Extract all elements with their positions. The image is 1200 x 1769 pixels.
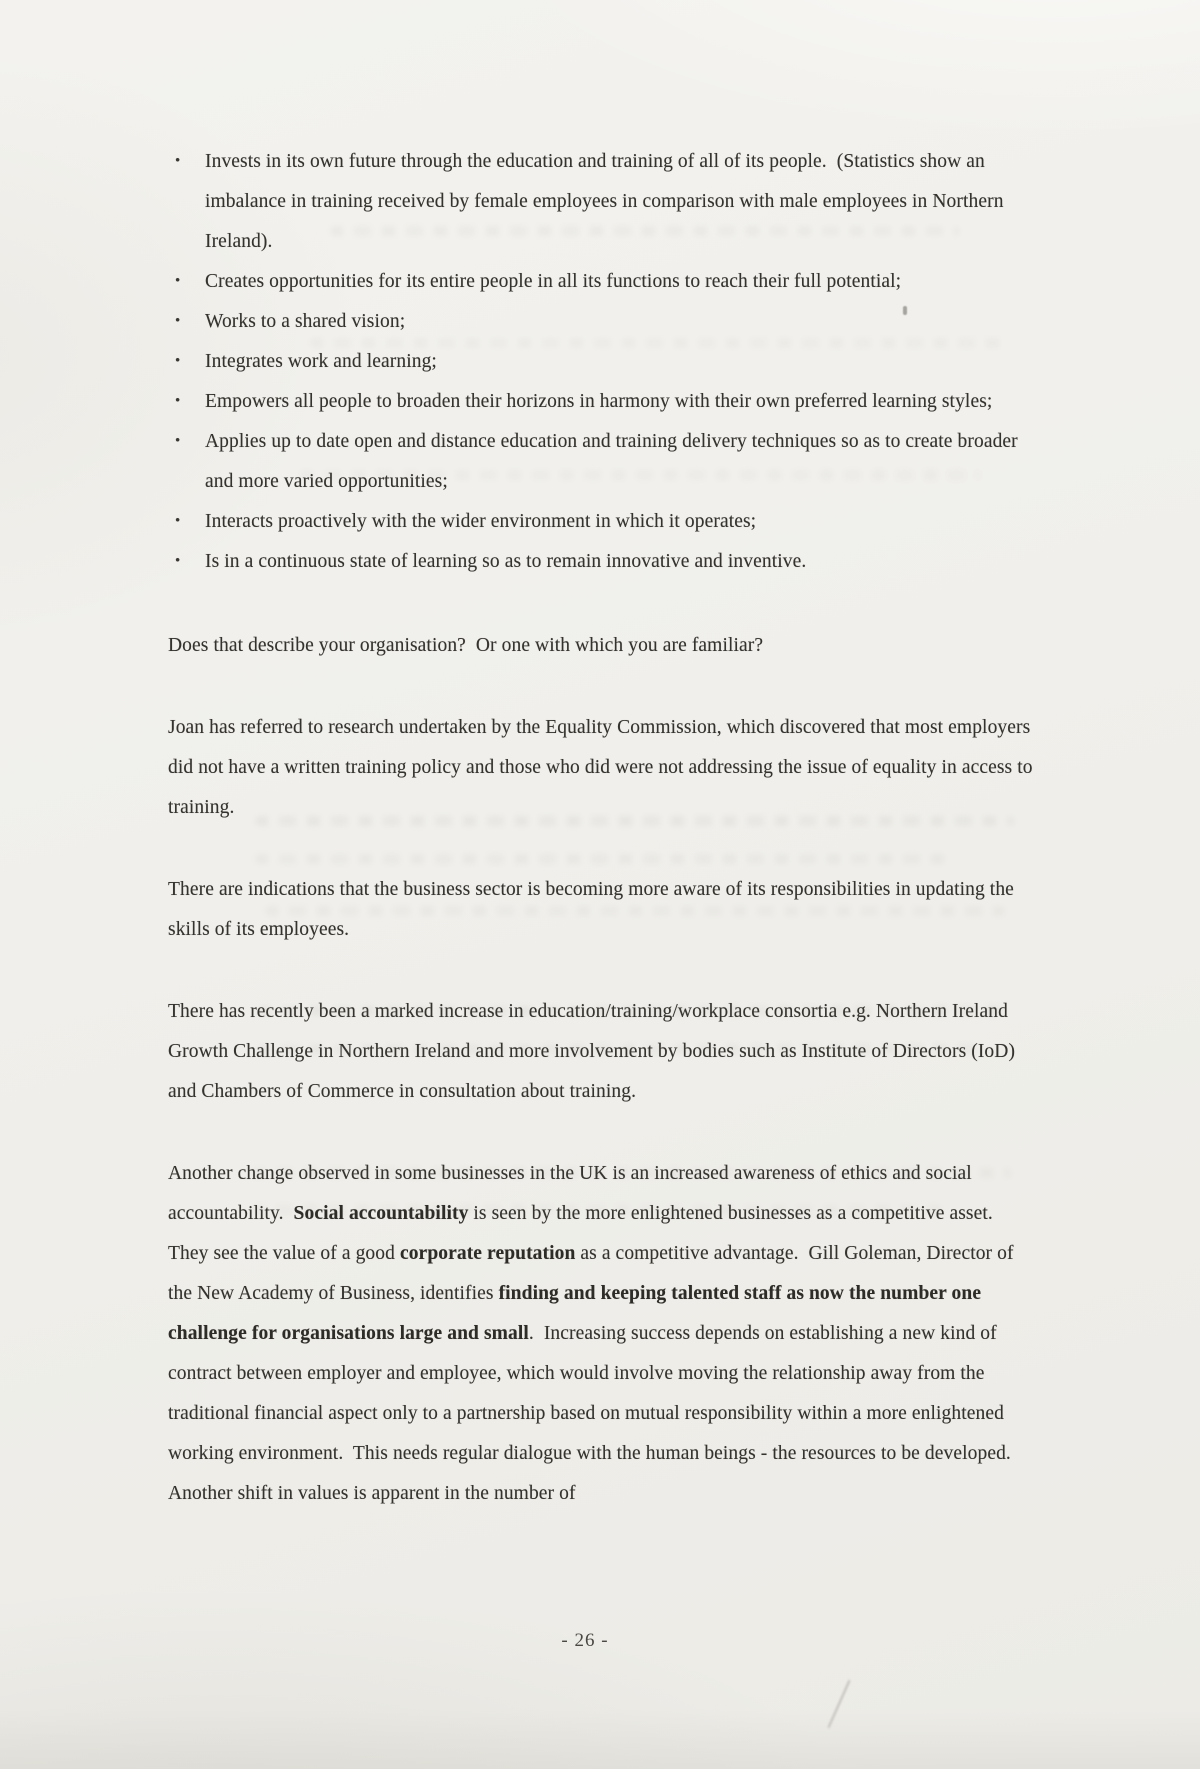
bullet-text: Empowers all people to broaden their horizons in harmony with their own preferred learning styles;	[205, 391, 993, 412]
bullet-item	[168, 342, 1036, 382]
bullet-item	[168, 142, 1036, 262]
bullet-text: Invests in its own future through the education and training of all of its people. (Statistics show an imbalance in training received by female employees in comparison with male employees in Northern Ireland).	[205, 151, 1009, 252]
paragraph	[168, 626, 1036, 666]
scan-bleed-artifact	[255, 854, 955, 864]
bullet-icon: •	[175, 433, 181, 449]
bullet-text: Works to a shared vision;	[205, 311, 406, 332]
text-run: as a competitive advantage. Gill Goleman, Director of the New Academy of Business, identifies	[168, 1243, 1019, 1304]
scan-bleed-artifact	[300, 470, 980, 480]
bold-text-run: Social accountability	[293, 1203, 469, 1224]
scan-bleed-artifact	[265, 906, 1005, 916]
text-run: Does that describe your organisation? Or one with which you are familiar?	[168, 635, 764, 656]
bullet-item	[168, 422, 1036, 502]
bullet-text: Applies up to date open and distance education and training delivery techniques so as to create broader and more varied opportunities;	[205, 431, 1023, 492]
text-run: There are indications that the business sector is becoming more aware of its responsibilities in updating the skills of its employees.	[168, 879, 1019, 940]
text-run: Another change observed in some businesses in the UK is an increased awareness of ethics and social accountability.	[168, 1163, 977, 1224]
paragraph	[168, 708, 1036, 828]
text-run: Joan has referred to research undertaken by the Equality Commission, which discovered that most employers did not have a written training policy and those who did were not addressing the issue of equality in access to training.	[168, 717, 1038, 818]
paragraph-section	[168, 626, 1036, 1514]
bullet-list	[168, 142, 1036, 582]
bullet-text: Creates opportunities for its entire people in all its functions to reach their full potential;	[205, 271, 902, 292]
bullet-icon: •	[175, 313, 181, 329]
bullet-text: Integrates work and learning;	[205, 351, 437, 372]
scan-bleed-artifact	[258, 1006, 1008, 1016]
page-bottom-shading	[0, 1709, 1200, 1769]
bold-text-run: finding and keeping talented staff as now the number one challenge for organisations large and small	[168, 1283, 987, 1344]
bullet-text: Is in a continuous state of learning so as to remain innovative and inventive.	[205, 551, 807, 572]
text-run: There has recently been a marked increase in education/training/workplace consortia e.g. Northern Ireland Growth Challenge in Northern Ireland and more involvement by bodies such as Institute of Directors (IoD) and Chambers of Commerce in consultation about training.	[168, 1001, 1021, 1102]
bullet-icon: •	[175, 353, 181, 369]
scan-bleed-artifact	[258, 1044, 988, 1054]
bullet-item	[168, 542, 1036, 582]
page-number: - 26 -	[561, 1630, 609, 1651]
bullet-item	[168, 502, 1036, 542]
scan-bleed-artifact	[310, 338, 1010, 348]
bullet-item	[168, 262, 1036, 302]
scan-bleed-artifact	[252, 1168, 1012, 1178]
scan-bleed-artifact	[255, 816, 1015, 826]
bullet-icon: •	[175, 553, 181, 569]
text-run: . Increasing success depends on establishing a new kind of contract between employer and employee, which would involve moving the relationship away from the traditional financial aspect only to a partnership based on mutual responsibility within a more enlightened working environment. This needs regular dialogue with the human beings - the resources to be developed. Another shift in values is apparent in the number of	[168, 1323, 1020, 1504]
text-run: is seen by the more enlightened businesses as a competitive asset. They see the value of a good	[168, 1203, 1003, 1264]
bullet-icon: •	[175, 513, 181, 529]
bullet-text: Interacts proactively with the wider environment in which it operates;	[205, 511, 757, 532]
bullet-icon: •	[175, 153, 181, 169]
bullet-item	[168, 382, 1036, 422]
bullet-icon: •	[175, 393, 181, 409]
scan-speck-artifact	[903, 306, 907, 315]
scan-bleed-artifact	[330, 226, 960, 236]
scan-bleed-artifact	[252, 1205, 942, 1215]
bold-text-run: corporate reputation	[399, 1243, 576, 1264]
bullet-icon: •	[175, 273, 181, 289]
